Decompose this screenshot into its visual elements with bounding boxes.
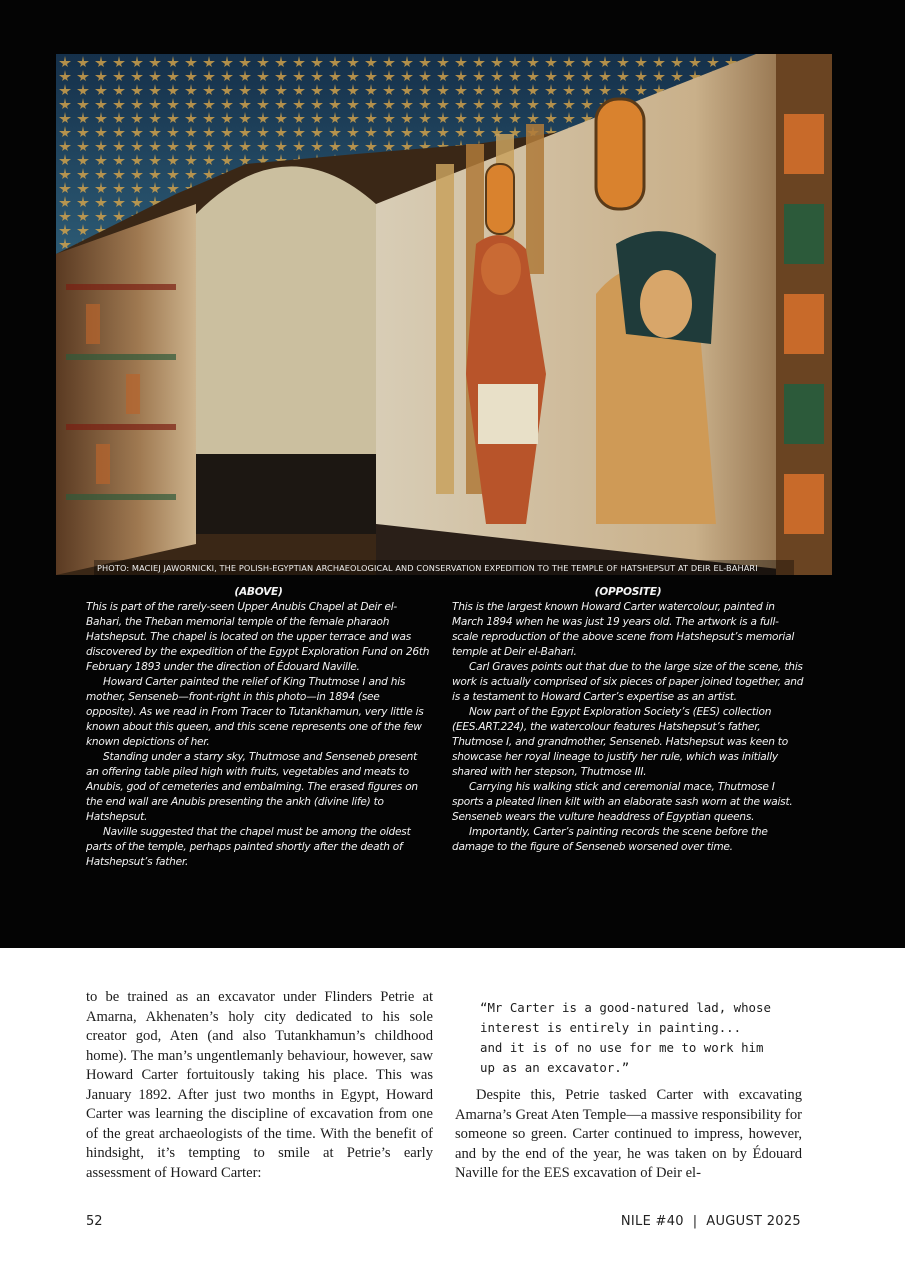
body-text-left: to be trained as an excavator under Flinders Petrie at Amarna, Akhenaten’s holy city dedicated to his sole creator god, Aten (and also Tutankhamun’s childhood home). The man’s ungentlemanly behaviour, however, saw Howard Carter fortuitously taking his place. This was January 1892. After just two months in Egypt, Howard Carter was learning the discipline of excavation from one of the great archaeologists of the time. With the benefit of hindsight, it’s tempting to smile at Petrie’s early assessment of Howard Carter:	[86, 989, 433, 1181]
pull-quote-line: “Mr Carter is a good-natured lad, whose	[480, 1000, 771, 1015]
caption-opposite-title: (OPPOSITE)	[594, 586, 662, 598]
issue-footer: NILE #40 | AUGUST 2025	[620, 1214, 801, 1229]
pull-quote	[480, 998, 810, 1078]
caption-above-paragraph: Naville suggested that the chapel must be among the oldest parts of the temple, perhaps painted shortly after the death of Hatshepsut’s father.	[86, 826, 411, 868]
body-text-right: Despite this, Petrie tasked Carter with excavating Amarna’s Great Aten Temple—a massive responsibility for someone so green. Carter continued to impress, however, and by the end of the year, he was taken on by Édouard Naville for the EES excavation of Deir el-	[455, 1087, 802, 1181]
pull-quote-line: and it is of no use for me to work him	[480, 1040, 764, 1055]
caption-opposite-paragraph: This is the largest known Howard Carter watercolour, painted in March 1894 when he was just 19 years old. The artwork is a full-scale reproduction of the above scene from Hatshepsut’s memorial temple at Deir el-Bahari.	[452, 601, 795, 658]
pull-quote-line: up as an excavator.”	[480, 1060, 630, 1075]
pull-quote-line: interest is entirely in painting...	[480, 1020, 742, 1035]
caption-above-paragraph: Standing under a starry sky, Thutmose and Senseneb present an offering table piled high with fruits, vegetables and meats to Anubis, god of cemeteries and embalming. The erased figures on the end wall are Anubis presenting the ankh (divine life) to Hatshepsut.	[86, 751, 418, 823]
caption-above-paragraph: This is part of the rarely-seen Upper Anubis Chapel at Deir el-Bahari, the Theban memorial temple of the female pharaoh Hatshepsut. The chapel is located on the upper terrace and was discovered by the expedition of the Egypt Exploration Fund on 26th February 1893 under the direction of Édouard Naville.	[86, 601, 430, 673]
photo-credit: PHOTO: MACIEJ JAWORNICKI, THE POLISH-EGYPTIAN ARCHAEOLOGICAL AND CONSERVATION EXPEDITION TO THE TEMPLE OF HATSHEPSUT AT DEIR EL-BAHARI	[97, 563, 758, 573]
caption-opposite	[452, 585, 804, 855]
chapel-photo-illustration	[56, 54, 832, 575]
caption-opposite-paragraph: Now part of the Egypt Exploration Society’s (EES) collection (EES.ART.224), the watercolour features Hatshepsut’s father, Thutmose I, and grandmother, Senseneb. Hatshepsut was keen to showcase her royal lineage to justify her rule, which was initially shared with her stepson, Thutmose III.	[452, 706, 788, 778]
caption-opposite-paragraph: Carl Graves points out that due to the large size of the scene, this work is actually comprised of six pieces of paper joined together, and is a testament to Howard Carter’s expertise as an artist.	[452, 661, 804, 703]
caption-above	[86, 585, 431, 870]
caption-above-title: (ABOVE)	[234, 586, 283, 598]
page-number: 52	[86, 1214, 103, 1229]
caption-above-paragraph: Howard Carter painted the relief of King Thutmose I and his mother, Senseneb—front-right in this photo—in 1894 (see opposite). As we read in From Tracer to Tutankhamun, very little is known about this queen, and this scene represents one of the few known depictions of her.	[86, 676, 424, 748]
caption-opposite-paragraph: Importantly, Carter’s painting records the scene before the damage to the figure of Senseneb worsened over time.	[452, 826, 768, 853]
chapel-photo	[56, 54, 832, 575]
caption-opposite-paragraph: Carrying his walking stick and ceremonial mace, Thutmose I sports a pleated linen kilt with an elaborate sash worn at the waist. Senseneb wears the vulture headdress of Egyptian queens.	[452, 781, 793, 823]
